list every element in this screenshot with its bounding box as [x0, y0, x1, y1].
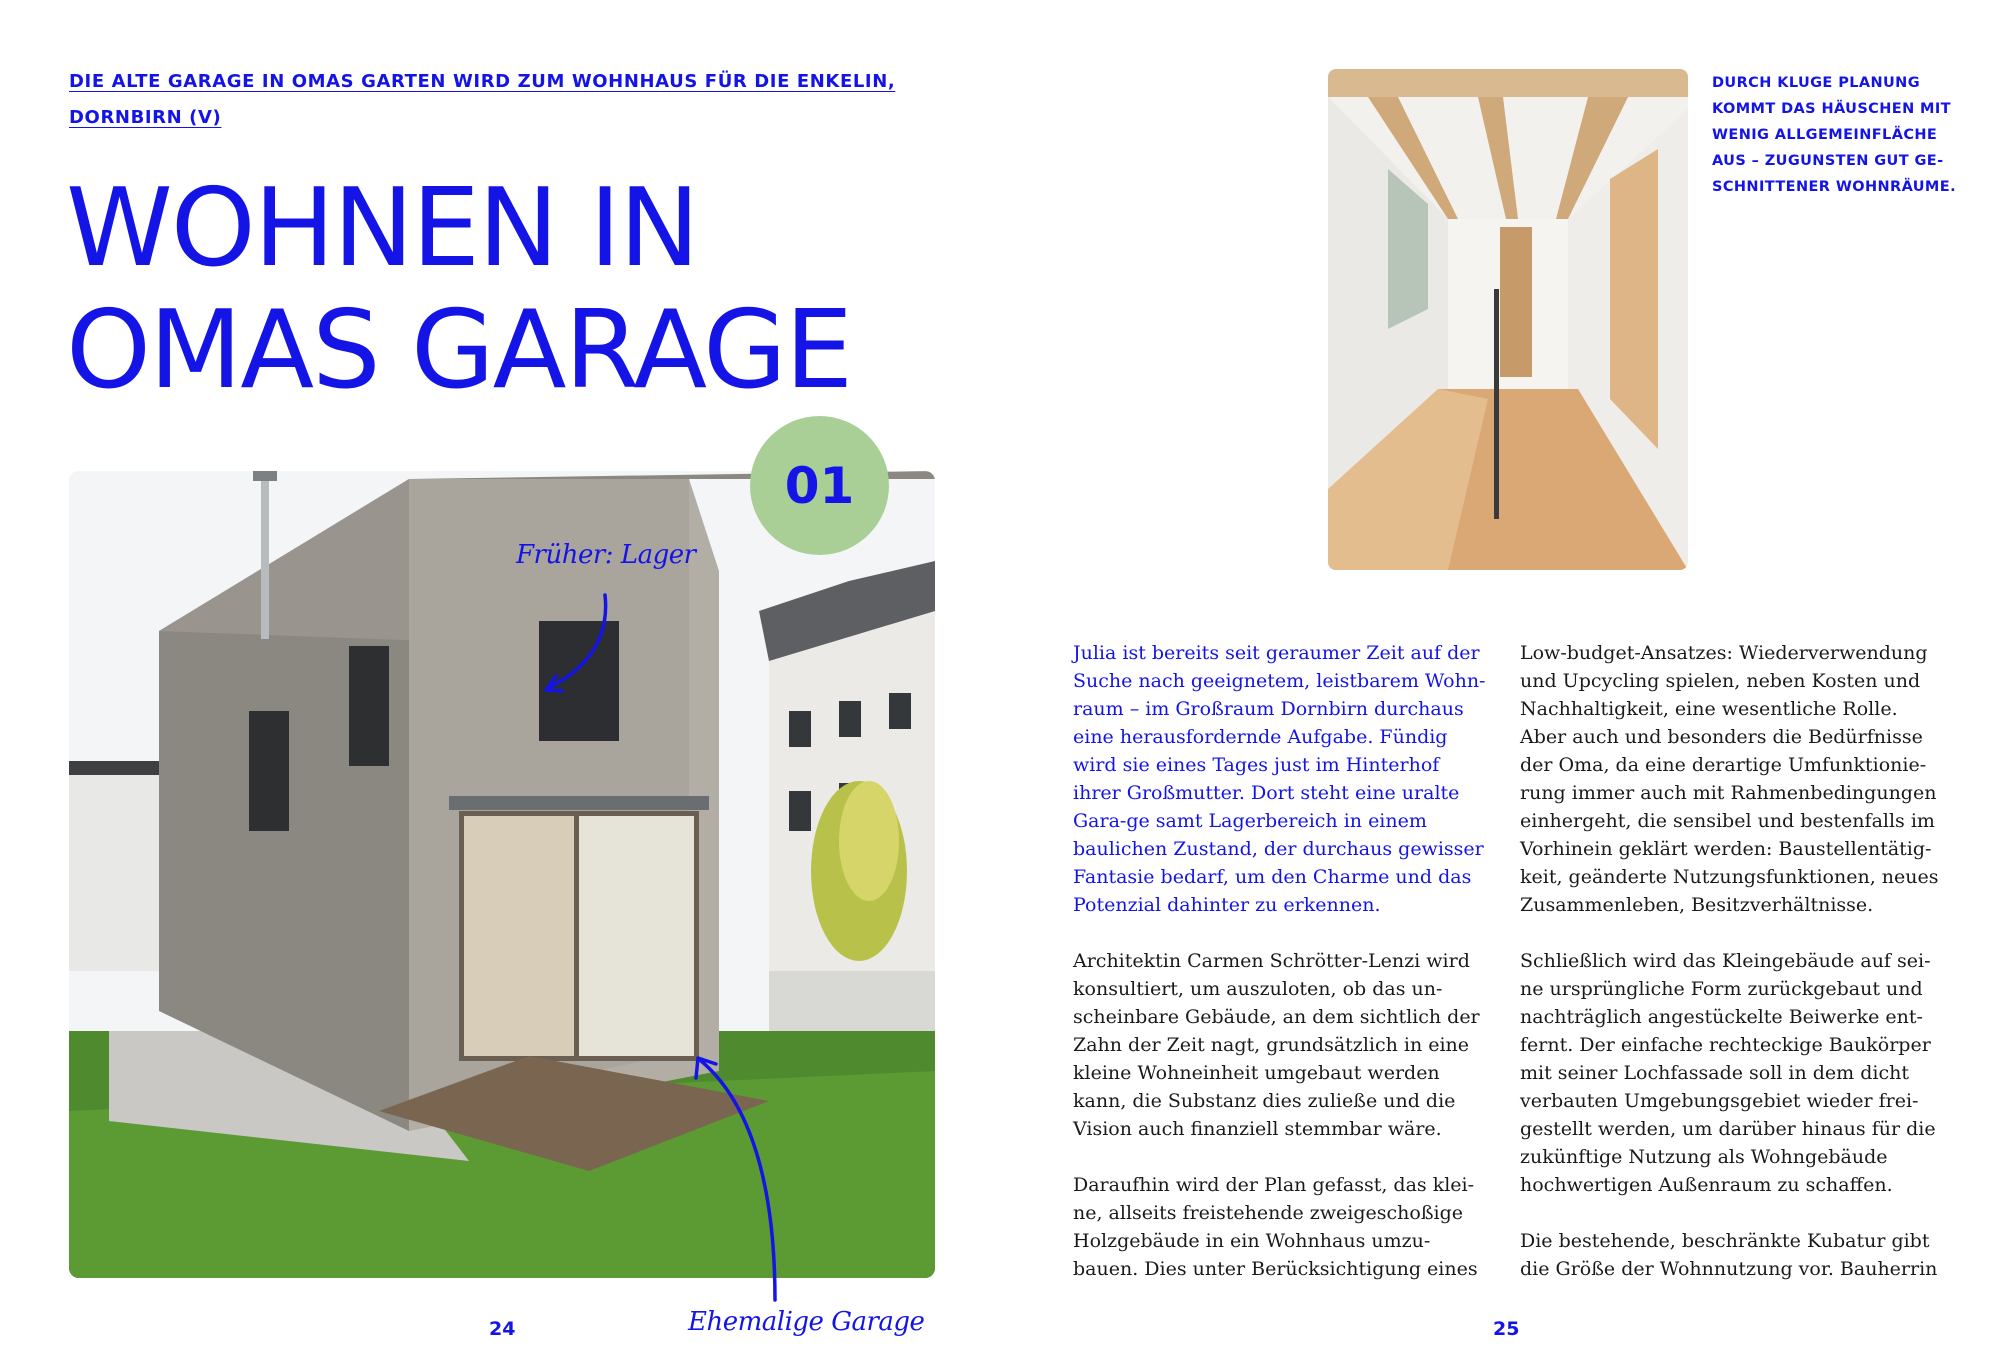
house-illustration	[69, 471, 935, 1278]
chapter-badge	[750, 416, 889, 555]
page-number-left: 24	[489, 1318, 516, 1340]
body-paragraph: Schließlich wird das Kleingebäude auf sei-ne ursprüngliche Form zurückgebaut und nachträglich angestückelte Beiwerke ent-fernt. Der einfache rechteckige Baukörper mit seiner Lochfassade soll in dem dicht verbauten Umgebungsgebiet wieder frei-gestellt werden, um darüber hinaus für die zukünftige Nutzung als Wohngebäude hochwertigen Außenraum zu schaffen.	[1520, 950, 1936, 1196]
page-number-right: 25	[1493, 1318, 1520, 1340]
body-paragraph: Low-budget-Ansatzes: Wiederverwendung und Upcycling spielen, neben Kosten und Nachhaltigkeit, eine wesentliche Rolle. Aber auch und besonders die Bedürfnisse der Oma, da eine derartige Umfunktionie-rung immer auch mit Rahmenbedingungen einhergeht, die sensibel und bestenfalls im Vorhinein geklärt werden: Baustellentätig-keit, geänderte Nutzungsfunktionen, neues Zusammenleben, Besitzverhältnisse.	[1520, 642, 1939, 916]
body-paragraph: Daraufhin wird der Plan gefasst, das klei-ne, allseits freistehende zweigeschoßige Holzgebäude in ein Wohnhaus umzu-bauen. Dies unter Berücksichtigung eines	[1073, 1174, 1478, 1280]
page-title	[66, 168, 966, 412]
body-paragraph: Die bestehende, beschränkte Kubatur gibt die Größe der Wohnnutzung vor. Bauherrin	[1520, 1230, 1938, 1280]
house-photo	[69, 471, 935, 1278]
body-column-right	[1520, 639, 1940, 1311]
annotation-top: Früher: Lager	[516, 540, 696, 570]
lead-paragraph: Julia ist bereits seit geraumer Zeit auf der Suche nach geeignetem, leistbarem Wohn-raum – im Großraum Dornbirn durchaus eine herausfordernde Aufgabe. Fündig wird sie eines Tages just im Hinterhof ihrer Großmutter. Dort steht eine uralte Gara-ge samt Lagerbereich in einem baulichen Zustand, der durchaus gewisser Fantasie bedarf, um den Charme und das Potenzial dahinter zu erkennen.	[1073, 642, 1486, 916]
hallway-photo	[1328, 69, 1688, 570]
kicker-line-2: DORNBIRN (V)	[69, 107, 222, 128]
title-line-2: OMAS GARAGE	[66, 288, 852, 413]
badge-number: 01	[784, 456, 855, 515]
body-paragraph: Architektin Carmen Schrötter-Lenzi wird konsultiert, um auszuloten, ob das un-scheinbare Gebäude, an dem sichtlich der Zahn der Zeit nagt, grundsätzlich in eine kleine Wohneinheit umgebaut werden kann, die Substanz dies zuließe und die Vision auch finanziell stemmbar wäre.	[1073, 950, 1480, 1140]
kicker-line-1: DIE ALTE GARAGE IN OMAS GARTEN WIRD ZUM WOHNHAUS FÜR DIE ENKELIN,	[69, 71, 896, 92]
article-kicker[interactable]	[69, 64, 929, 136]
hallway-illustration	[1328, 69, 1688, 570]
annotation-bottom: Ehemalige Garage	[688, 1307, 925, 1337]
body-column-left	[1073, 639, 1493, 1311]
photo-caption: DURCH KLUGE PLANUNG KOMMT DAS HÄUSCHEN MIT WENIG ALLGEMEINFLÄCHE AUS – ZUGUNSTEN GUT GE-SCHNITTENER WOHNRÄUME.	[1712, 75, 1956, 195]
title-line-1: WOHNEN IN	[66, 166, 698, 291]
